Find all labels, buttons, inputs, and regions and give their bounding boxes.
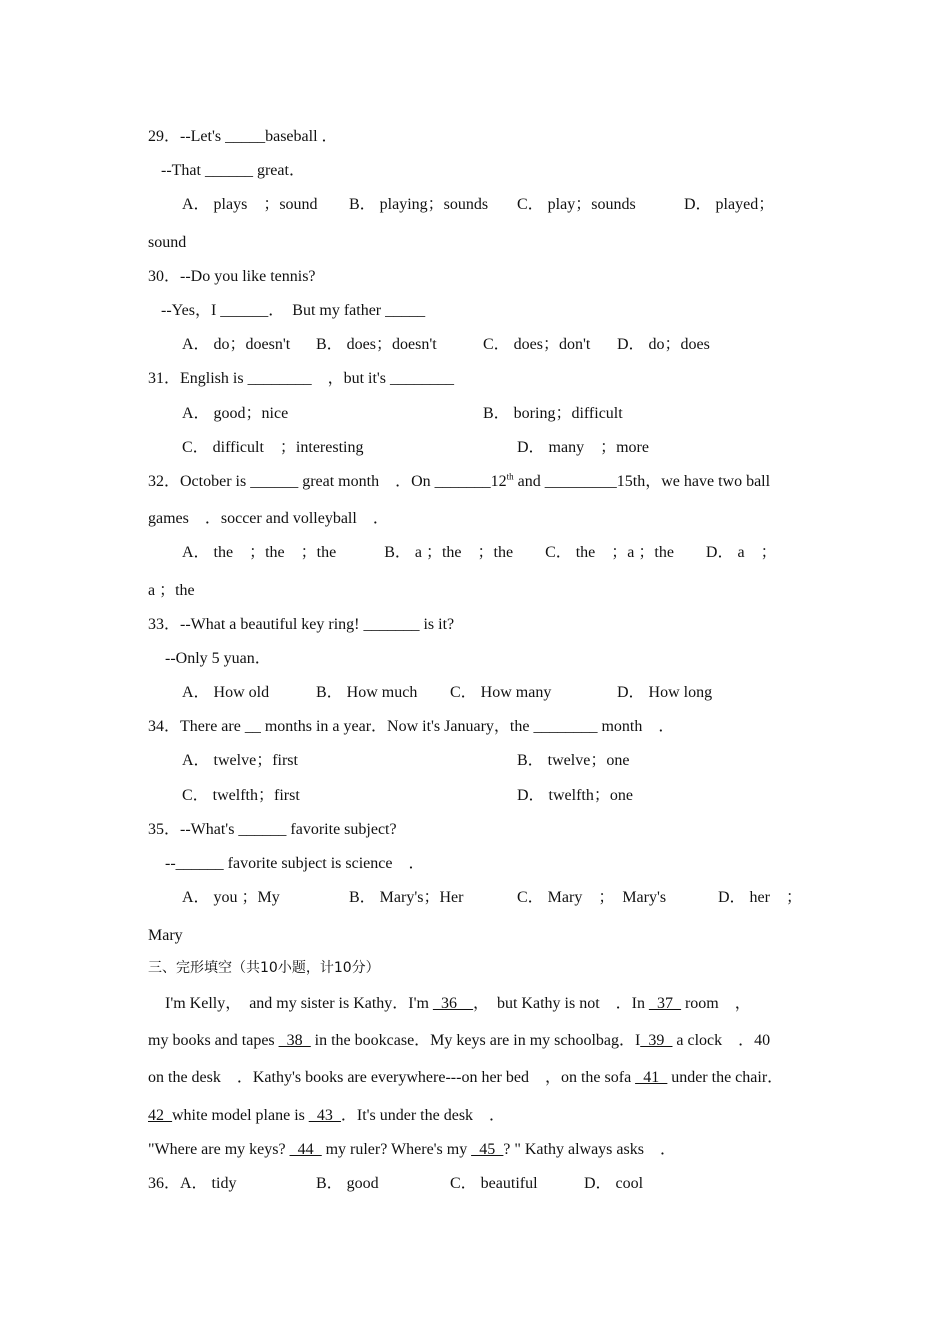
q31-option-d: D． many ；more — [517, 439, 649, 456]
q29-option-d-wrap: sound — [148, 234, 187, 251]
q36-option-a: 36．A． tidy — [148, 1175, 237, 1192]
blank-41: _41_ — [635, 1069, 668, 1086]
q31-option-a: A． good；nice — [182, 405, 289, 422]
q30-option-a: A． do；doesn't — [182, 336, 291, 353]
q35-option-d: D． her ； — [718, 889, 802, 906]
cloze-text: my books and tapes — [148, 1032, 279, 1049]
q32-options: A． the ；the ；the B． a ；the ；the C． the ；a ；the D． a ； — [182, 544, 777, 561]
cloze-text: a clock ．40 — [672, 1032, 771, 1049]
q30-option-d: D． do；does — [617, 336, 710, 353]
cloze-text: room ， — [680, 995, 751, 1012]
q34-option-d: D． twelfth；one — [517, 787, 633, 804]
q36-option-b: B． good — [316, 1175, 379, 1192]
cloze-text: my ruler? Where's my — [321, 1141, 472, 1158]
q31-option-c: C． difficult ；interesting — [182, 439, 364, 456]
q32-stem-wrap: games ．soccer and volleyball ． — [148, 510, 389, 527]
q32-stem — [148, 472, 770, 492]
cloze-text: ， but Kathy is not ．In — [472, 995, 649, 1012]
q35-option-a: A． you ；My — [182, 889, 280, 906]
q33-option-b: B． How much — [316, 684, 418, 701]
q32-stem-part-b: and _________15th，we have two ball — [513, 473, 771, 490]
cloze-line-3 — [148, 1068, 783, 1088]
q29-option-a: A． plays ；sound — [182, 196, 318, 213]
cloze-line-1 — [165, 994, 751, 1014]
blank-36: _36__ — [432, 995, 473, 1012]
q30-reply: --Yes，I ______． But my father _____ — [161, 302, 426, 319]
q35-reply: --______ favorite subject is science ． — [165, 855, 425, 872]
q33-option-c: C． How many — [450, 684, 552, 701]
q35-stem: 35．--What's ______ favorite subject? — [148, 821, 397, 838]
q30-option-b: B． does；doesn't — [316, 336, 437, 353]
cloze-text: under the chair． — [667, 1069, 784, 1086]
section-heading: 三、完形填空（共10小题，计10分） — [148, 960, 380, 976]
cloze-line-2 — [148, 1031, 770, 1051]
q32-stem-superscript: th — [506, 471, 514, 482]
blank-39: _39_ — [640, 1032, 673, 1049]
q33-option-a: A． How old — [182, 684, 270, 701]
cloze-text: ? " Kathy always asks ． — [503, 1141, 676, 1158]
q34-option-c: C． twelfth；first — [182, 787, 300, 804]
q29-option-b: B． playing；sounds — [349, 196, 489, 213]
q35-option-b: B． Mary's；Her — [349, 889, 464, 906]
q33-stem: 33．--What a beautiful key ring! _______ is it? — [148, 616, 455, 633]
q29-option-c: C． play；sounds — [517, 196, 636, 213]
cloze-text: white model plane is — [172, 1107, 309, 1124]
cloze-text: "Where are my keys? — [148, 1141, 290, 1158]
q35-option-c: C． Mary ； Mary's — [517, 889, 667, 906]
q30-option-c: C． does；don't — [483, 336, 591, 353]
q35-option-d-wrap: Mary — [148, 927, 183, 944]
cloze-text: on the desk ．Kathy's books are everywhere---on her bed ，on the sofa — [148, 1069, 636, 1086]
blank-42: 42_ — [148, 1107, 172, 1124]
q29-stem: 29．--Let's _____baseball ． — [148, 128, 338, 145]
q34-option-a: A． twelve；first — [182, 752, 298, 769]
q32-options-wrap: a ；the — [148, 582, 195, 599]
q33-reply: --Only 5 yuan． — [165, 650, 271, 667]
q33-option-d: D． How long — [617, 684, 713, 701]
cloze-line-4 — [148, 1106, 505, 1126]
q29-reply: --That ______ great． — [161, 162, 305, 179]
q29-option-d: D． played； — [684, 196, 775, 213]
cloze-text: I'm Kelly， and my sister is Kathy．I'm — [165, 995, 433, 1012]
cloze-text: ．It's under the desk ． — [340, 1107, 506, 1124]
blank-45: _45_ — [471, 1141, 504, 1158]
cloze-text: in the bookcase．My keys are in my schoolbag．I — [310, 1032, 641, 1049]
q31-stem: 31．English is ________ ，but it's ________ — [148, 370, 455, 387]
q34-option-b: B． twelve；one — [517, 752, 630, 769]
q34-stem: 34．There are __ months in a year．Now it's January，the ________ month ． — [148, 718, 675, 735]
q32-stem-part-a: 32．October is ______ great month ．On _______12 — [148, 473, 507, 490]
q31-option-b: B． boring；difficult — [483, 405, 623, 422]
cloze-line-5 — [148, 1140, 676, 1160]
blank-44: _44_ — [289, 1141, 322, 1158]
q36-option-c: C． beautiful — [450, 1175, 538, 1192]
blank-38: _38_ — [278, 1032, 311, 1049]
q36-option-d: D． cool — [584, 1175, 644, 1192]
blank-43: _43_ — [308, 1107, 341, 1124]
blank-37: _37_ — [648, 995, 681, 1012]
q30-stem: 30．--Do you like tennis? — [148, 268, 316, 285]
